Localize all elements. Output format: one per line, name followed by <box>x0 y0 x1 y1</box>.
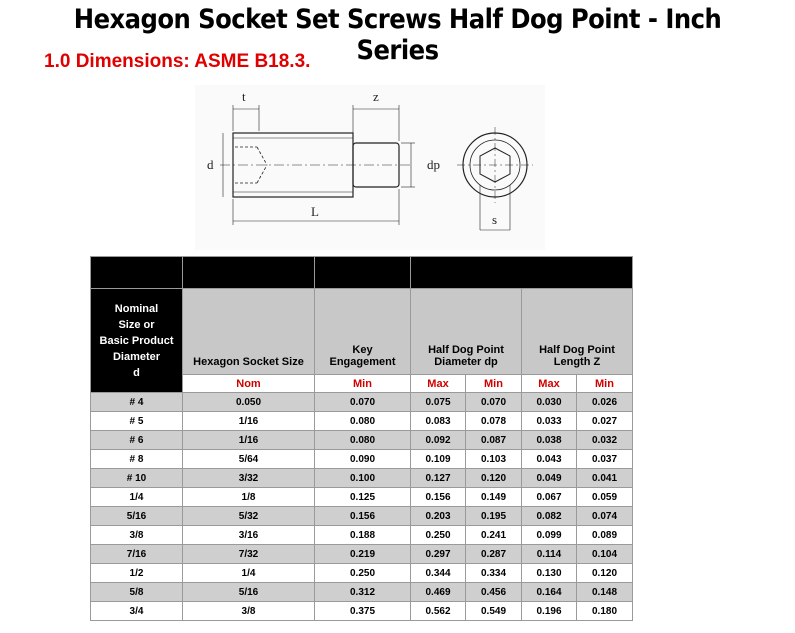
table-row <box>91 488 633 507</box>
label-s: s <box>492 212 498 227</box>
table-cell: 0.080 <box>315 412 411 431</box>
table-cell: 3/8 <box>183 602 315 621</box>
nominal-line-2: Size or <box>118 318 155 331</box>
table-cell: 0.156 <box>315 507 411 526</box>
table-cell: # 8 <box>91 450 183 469</box>
z-header <box>522 289 633 375</box>
key-engagement-header <box>315 289 411 375</box>
table-cell: 0.203 <box>411 507 466 526</box>
dp-header <box>411 289 522 375</box>
table-cell: 0.087 <box>466 431 522 450</box>
table-cell: 0.043 <box>522 450 577 469</box>
table-cell: 0.083 <box>411 412 466 431</box>
table-row <box>91 393 633 412</box>
table-cell: 0.078 <box>466 412 522 431</box>
table-row <box>91 583 633 602</box>
table-cell: # 5 <box>91 412 183 431</box>
table-cell: 3/8 <box>91 526 183 545</box>
table-cell: 5/64 <box>183 450 315 469</box>
table-cell: 0.038 <box>522 431 577 450</box>
key-line-2: Engagement <box>329 356 396 368</box>
table-cell: 0.188 <box>315 526 411 545</box>
table-row <box>91 526 633 545</box>
table-cell: 0.120 <box>466 469 522 488</box>
table-cell: 1/8 <box>183 488 315 507</box>
table-cell: # 4 <box>91 393 183 412</box>
table-cell: 5/32 <box>183 507 315 526</box>
table-cell: 1/4 <box>91 488 183 507</box>
table-row <box>91 507 633 526</box>
table-cell: 0.549 <box>466 602 522 621</box>
nominal-size-header <box>91 289 183 393</box>
table-row <box>91 564 633 583</box>
nominal-line-1: Nominal <box>114 302 159 315</box>
table-cell: 0.103 <box>466 450 522 469</box>
label-d: d <box>207 157 214 172</box>
table-cell: 0.114 <box>522 545 577 564</box>
table-cell: 0.125 <box>315 488 411 507</box>
dp-line-1: Half Dog Point <box>428 344 504 356</box>
table-row <box>91 412 633 431</box>
nominal-line-4: Diameter <box>112 350 161 363</box>
table-cell: 0.149 <box>466 488 522 507</box>
sub-header-t-min: Min <box>315 375 411 393</box>
table-cell: 0.109 <box>411 450 466 469</box>
table-cell: 0.219 <box>315 545 411 564</box>
table-cell: 1/4 <box>183 564 315 583</box>
header-half-dog: Half Dog Point Dimensions <box>411 257 633 289</box>
table-cell: 0.032 <box>577 431 633 450</box>
table-cell: 0.130 <box>522 564 577 583</box>
table-cell: 5/16 <box>183 583 315 602</box>
nominal-line-5: d <box>133 366 140 379</box>
table-cell: 0.050 <box>183 393 315 412</box>
header-blank <box>91 257 183 289</box>
table-cell: 0.074 <box>577 507 633 526</box>
table-cell: 0.100 <box>315 469 411 488</box>
table-cell: 0.375 <box>315 602 411 621</box>
table-cell: 0.469 <box>411 583 466 602</box>
table-cell: 0.156 <box>411 488 466 507</box>
label-t: t <box>242 89 246 104</box>
table-cell: 0.067 <box>522 488 577 507</box>
table-cell: 0.120 <box>577 564 633 583</box>
page-title: Hexagon Socket Set Screws Half Dog Point - Inch Series <box>73 4 722 66</box>
sub-header-z-min: Min <box>577 375 633 393</box>
table-cell: 1/16 <box>183 412 315 431</box>
table-cell: 0.030 <box>522 393 577 412</box>
table-cell: 0.287 <box>466 545 522 564</box>
label-z: z <box>373 89 379 104</box>
table-cell: 0.180 <box>577 602 633 621</box>
table-cell: 0.456 <box>466 583 522 602</box>
section-heading: 1.0 Dimensions: ASME B18.3. <box>44 51 311 72</box>
table-row <box>91 545 633 564</box>
table-cell: 0.082 <box>522 507 577 526</box>
dimensions-table <box>90 256 633 621</box>
table-cell: 0.041 <box>577 469 633 488</box>
table-cell: 0.099 <box>522 526 577 545</box>
sub-header-nom: Nom <box>183 375 315 393</box>
table-cell: 0.070 <box>466 393 522 412</box>
table-cell: 7/32 <box>183 545 315 564</box>
header-t: t <box>315 257 411 289</box>
sub-header-dp-min: Min <box>466 375 522 393</box>
table-cell: 0.241 <box>466 526 522 545</box>
table-cell: 0.037 <box>577 450 633 469</box>
table-row <box>91 469 633 488</box>
header-s: S <box>183 257 315 289</box>
table-cell: 0.250 <box>315 564 411 583</box>
nominal-line-3: Basic Product <box>99 334 174 347</box>
table-body <box>91 393 633 621</box>
table-cell: 0.104 <box>577 545 633 564</box>
table-cell: 0.059 <box>577 488 633 507</box>
sub-header-dp-max: Max <box>411 375 466 393</box>
table-cell: 0.033 <box>522 412 577 431</box>
table-cell: 0.195 <box>466 507 522 526</box>
table-row <box>91 431 633 450</box>
table-cell: 3/32 <box>183 469 315 488</box>
table-cell: 1/16 <box>183 431 315 450</box>
table-cell: 7/16 <box>91 545 183 564</box>
table-cell: 0.344 <box>411 564 466 583</box>
table-cell: 5/8 <box>91 583 183 602</box>
table-cell: 0.250 <box>411 526 466 545</box>
dp-line-2: Diameter dp <box>434 356 498 368</box>
screw-drawing <box>195 85 545 250</box>
table-cell: 0.312 <box>315 583 411 602</box>
table-cell: # 6 <box>91 431 183 450</box>
table-cell: 0.070 <box>315 393 411 412</box>
table-cell: 1/2 <box>91 564 183 583</box>
label-L: L <box>311 204 319 219</box>
z-line-1: Half Dog Point <box>539 344 615 356</box>
z-line-2: Length Z <box>553 356 601 368</box>
table-row <box>91 602 633 621</box>
table-row <box>91 450 633 469</box>
table-cell: 0.027 <box>577 412 633 431</box>
table-cell: 0.164 <box>522 583 577 602</box>
label-dp: dp <box>427 157 440 172</box>
table-cell: 0.297 <box>411 545 466 564</box>
table-cell: 0.080 <box>315 431 411 450</box>
table-cell: 0.334 <box>466 564 522 583</box>
table-cell: 0.196 <box>522 602 577 621</box>
table-cell: 5/16 <box>91 507 183 526</box>
table-cell: 0.075 <box>411 393 466 412</box>
hex-socket-header: Hexagon Socket Size <box>183 289 315 375</box>
table-cell: 0.026 <box>577 393 633 412</box>
table-cell: 3/4 <box>91 602 183 621</box>
table-cell: 0.090 <box>315 450 411 469</box>
table-cell: 0.148 <box>577 583 633 602</box>
table-cell: 0.089 <box>577 526 633 545</box>
table-cell: 3/16 <box>183 526 315 545</box>
table-cell: 0.562 <box>411 602 466 621</box>
table-cell: 0.127 <box>411 469 466 488</box>
table-cell: 0.092 <box>411 431 466 450</box>
key-line-1: Key <box>352 344 373 356</box>
sub-header-z-max: Max <box>522 375 577 393</box>
table-cell: # 10 <box>91 469 183 488</box>
table-cell: 0.049 <box>522 469 577 488</box>
